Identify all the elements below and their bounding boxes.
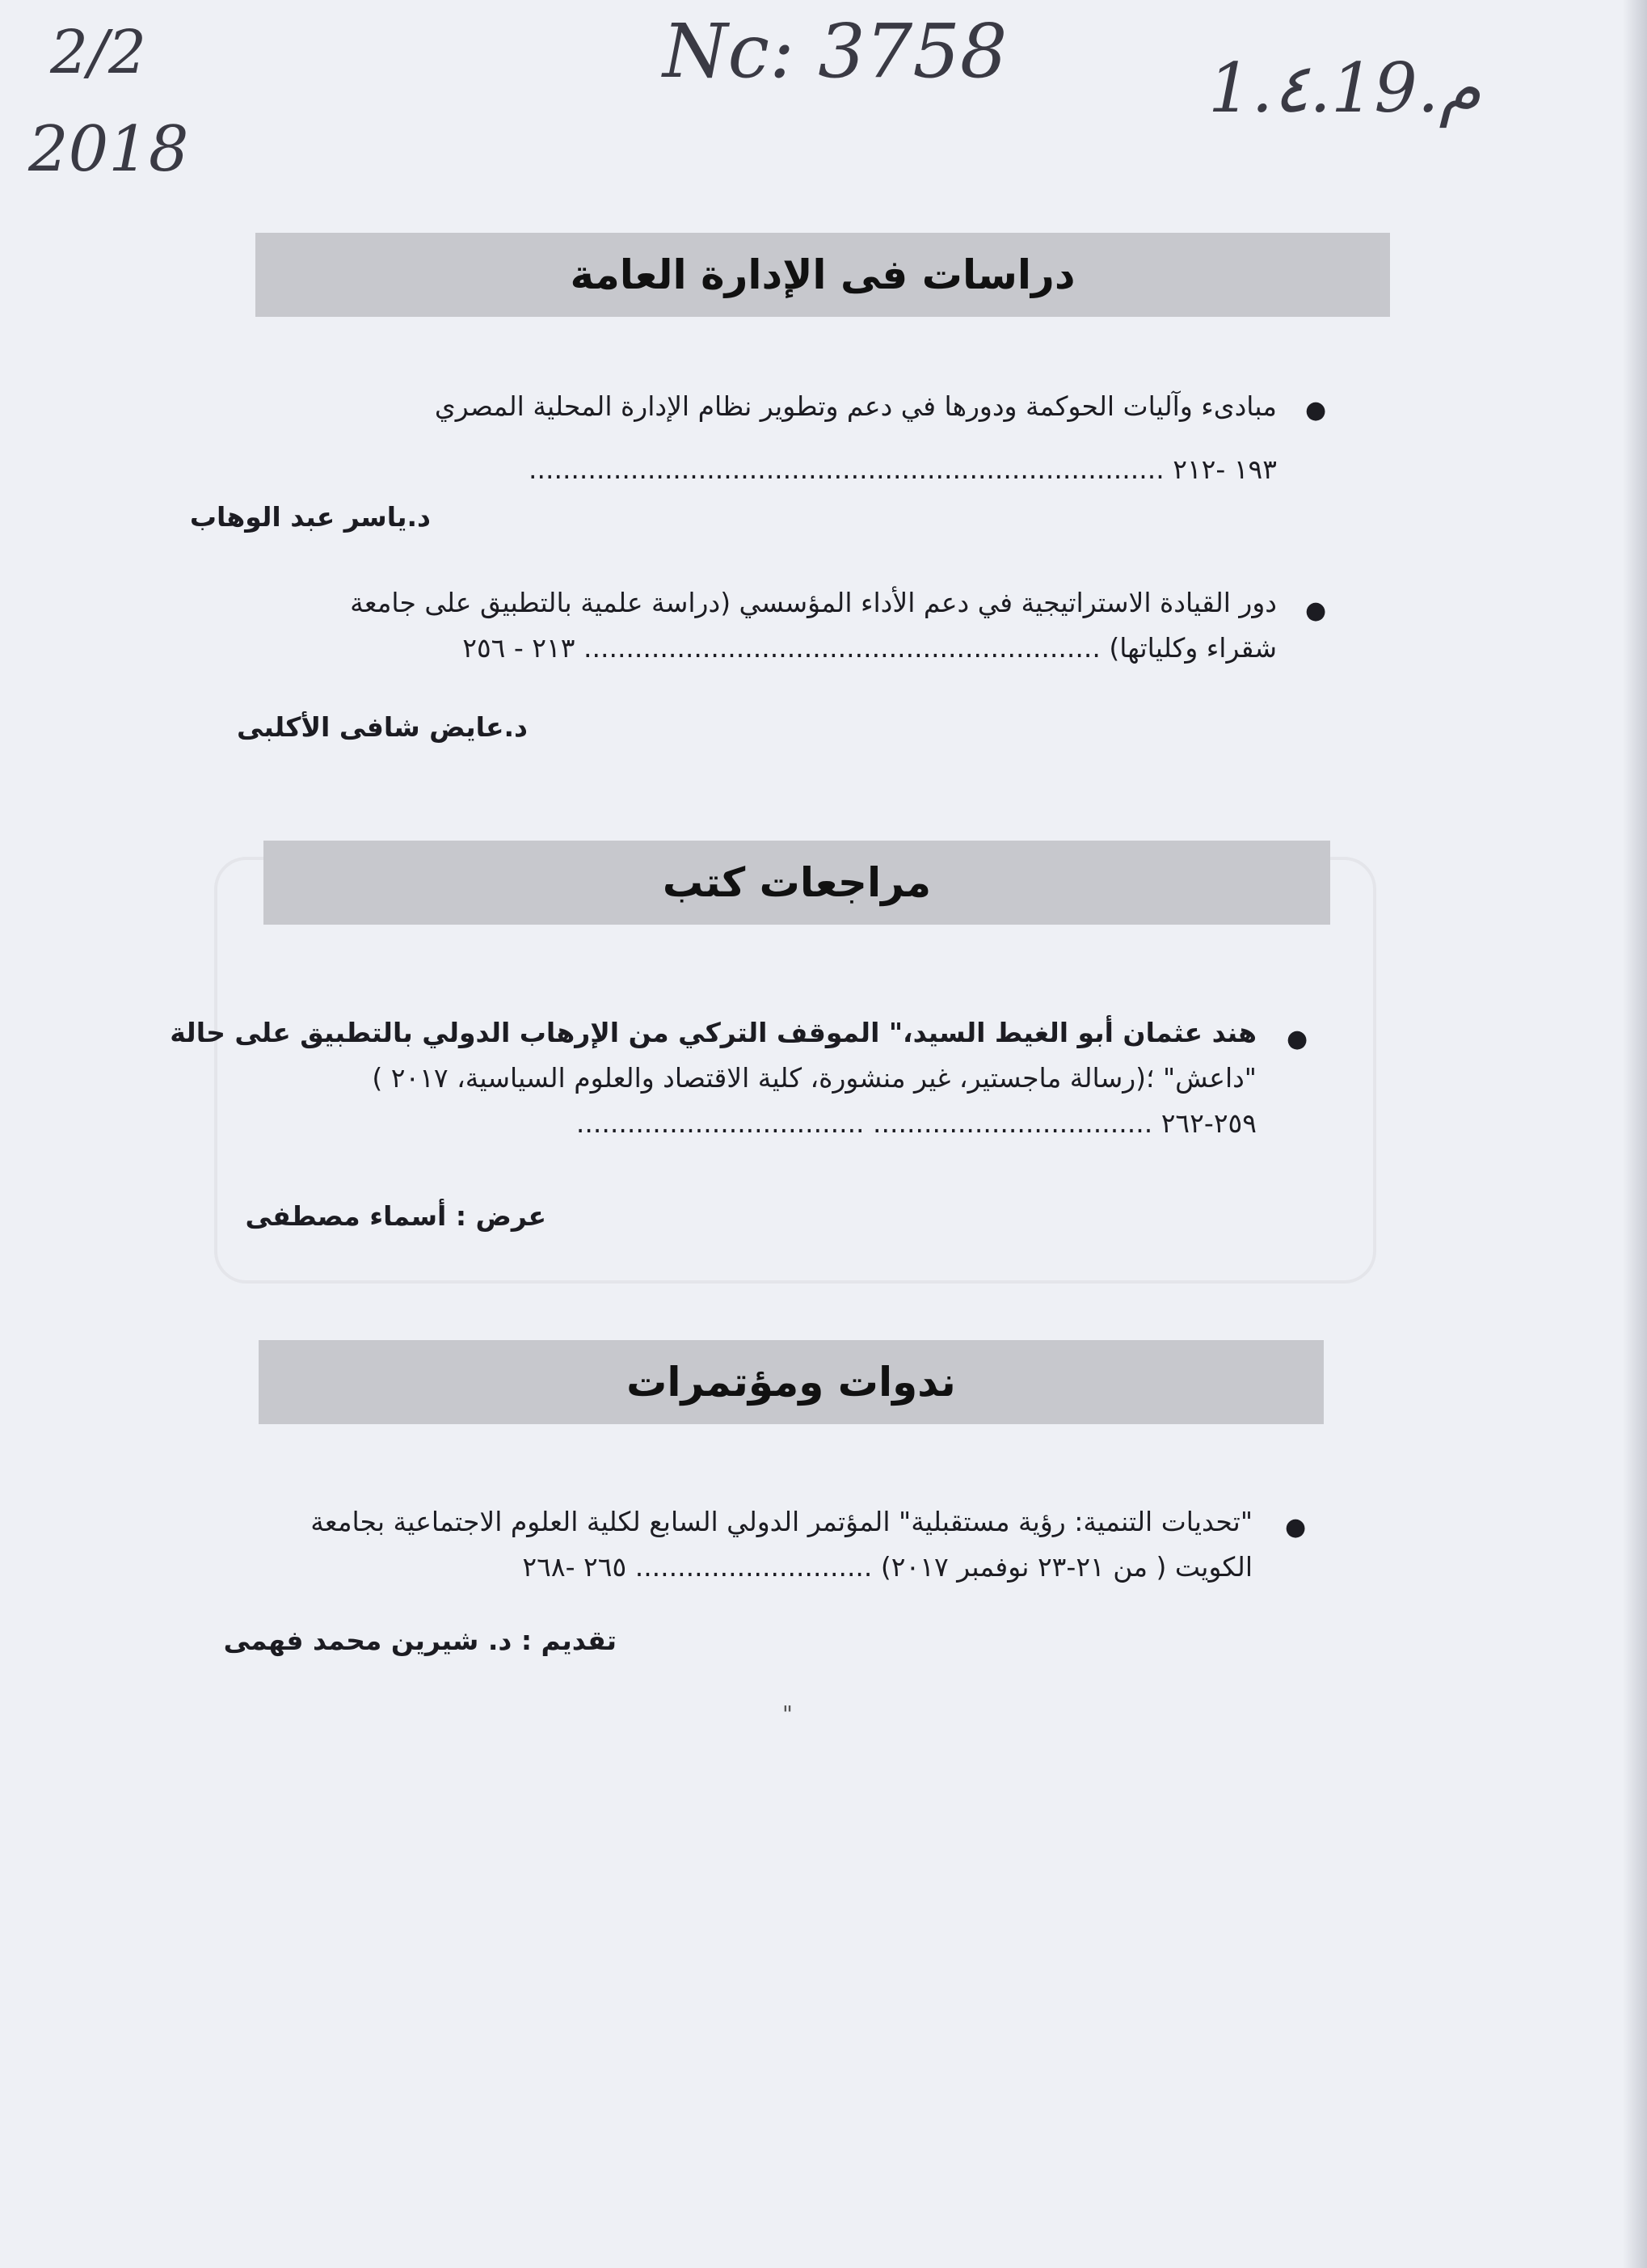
section-title: مراجعات كتب	[662, 859, 932, 906]
page-range: ٢٦٥ -٢٦٨	[522, 1551, 627, 1583]
entry-title: هند عثمان أبو الغيط السيد،" الموقف التركي من الإرهاب الدولي بالتطبيق على حالة	[170, 1017, 1257, 1048]
entry-title-continued: شقراء وكلياتها)	[1109, 632, 1277, 664]
section-heading-public-administration	[255, 233, 1390, 317]
handwritten-date: 1.٤.19.م	[1208, 48, 1481, 128]
section-heading-seminars-conferences	[259, 1340, 1324, 1424]
toc-entry	[267, 384, 1277, 492]
entry-title-continued: "داعش" ؛(رسالة ماجستير، غير منشورة، كلية الاقتصاد والعلوم السياسية، ٢٠١٧ )	[372, 1062, 1257, 1094]
section-title: ندوات ومؤتمرات	[626, 1359, 956, 1406]
bullet-icon: ●	[1305, 597, 1327, 625]
leader-dots: .............................................................	[583, 632, 1101, 664]
leader-dots: ...........................................................................	[528, 453, 1165, 485]
handwritten-year: 2018	[28, 113, 189, 186]
entry-title: "تحديات التنمية: رؤية مستقبلية" المؤتمر الدولي السابع لكلية العلوم الاجتماعية بجامعة	[310, 1506, 1253, 1537]
page-range: ٢٥٩-٢٦٢	[1160, 1107, 1257, 1139]
scan-edge-shadow	[1623, 0, 1647, 2268]
handwritten-number: 2/2	[50, 18, 147, 87]
toc-entry	[170, 1010, 1257, 1146]
bullet-icon: ●	[1287, 1025, 1308, 1053]
page-range: ٢١٣ - ٢٥٦	[462, 632, 575, 664]
toc-entry	[267, 580, 1277, 671]
handwritten-code: Nc: 3758	[663, 8, 1008, 95]
leader-dots: ............................	[634, 1551, 873, 1583]
section-heading-book-reviews	[263, 841, 1330, 925]
entry-author: د.ياسر عبد الوهاب	[189, 501, 431, 533]
leader-dots: ................................. ..................................	[575, 1107, 1153, 1139]
entry-title: دور القيادة الاستراتيجية في دعم الأداء المؤسسي (دراسة علمية بالتطبيق على جامعة	[350, 587, 1277, 618]
section-title: دراسات فى الإدارة العامة	[570, 251, 1076, 298]
bullet-icon: ●	[1285, 1513, 1307, 1541]
bullet-icon: ●	[1305, 396, 1327, 424]
stray-mark: "	[782, 1701, 793, 1727]
page-range: ١٩٣ -٢١٢	[1173, 453, 1277, 485]
entry-title: مبادىء وآليات الحوكمة ودورها في دعم وتطوير نظام الإدارة المحلية المصري	[434, 390, 1277, 422]
entry-author: د.عايض شافى الأكلبى	[236, 711, 528, 743]
entry-title-continued: الكويت ( من ٢١-٢٣ نوفمبر ٢٠١٧)	[880, 1551, 1253, 1583]
entry-author: عرض : أسماء مصطفى	[245, 1200, 546, 1232]
entry-author: تقديم : د. شيرين محمد فهمى	[223, 1625, 617, 1656]
toc-entry	[275, 1499, 1253, 1590]
